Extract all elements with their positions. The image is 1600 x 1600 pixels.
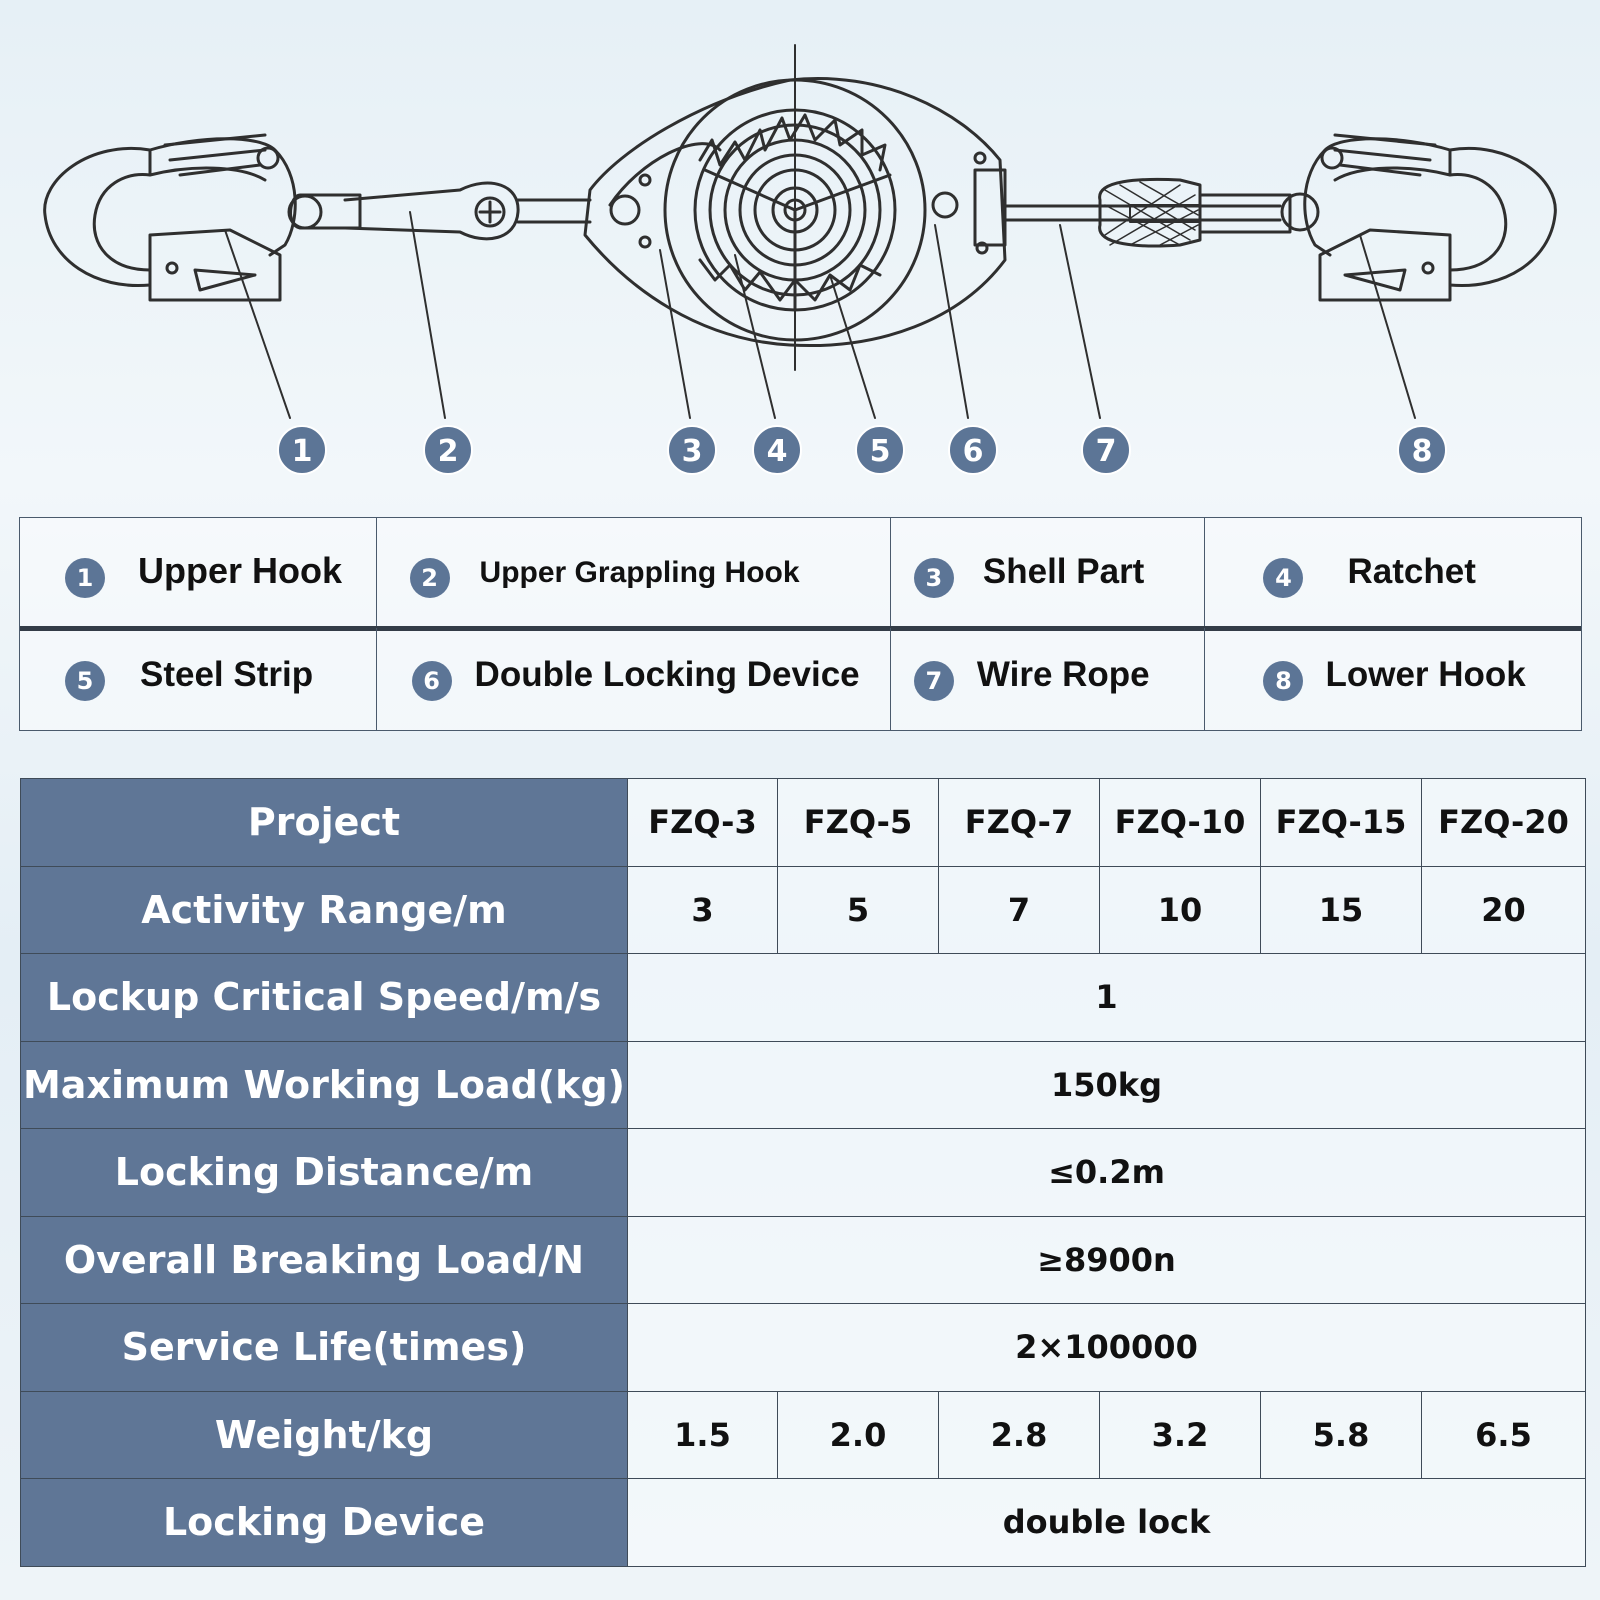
legend-label: Upper Grappling Hook [479,556,800,589]
number-badge: 1 [65,558,105,598]
callout-number: 6 [962,434,984,469]
table-header-row [21,779,1586,867]
table-cell: double lock [628,1479,1586,1567]
table-cell: 20 [1422,866,1586,954]
callout-8 [1398,426,1446,474]
table-cell: 1.5 [628,1391,778,1479]
callout-number: 8 [1411,434,1433,469]
table-cell: 7 [939,866,1100,954]
fall-arrester-diagram [0,0,1600,500]
legend-item-upper-hook [20,518,377,626]
table-cell: ≤0.2m [628,1129,1586,1217]
table-cell: 15 [1261,866,1422,954]
table-row-breaking-load [21,1216,1586,1304]
grappling-link-drawing [289,183,590,239]
parts-legend [19,517,1582,731]
legend-label: Steel Strip [140,655,314,694]
table-cell: 3 [628,866,778,954]
row-label: Activity Range/m [21,866,628,954]
legend-item-steel-strip [20,628,377,730]
table-row-lockup-speed [21,954,1586,1042]
callout-1 [278,426,326,474]
specification-table [20,778,1586,1567]
shell-drawing [585,45,1005,370]
model-header: FZQ-5 [778,779,939,867]
legend-item-upper-grappling-hook [377,518,891,626]
model-header: FZQ-7 [939,779,1100,867]
table-cell: 10 [1100,866,1261,954]
table-row-activity-range [21,866,1586,954]
table-cell: 2.8 [939,1391,1100,1479]
row-label: Weight/kg [21,1391,628,1479]
number-badge: 4 [1263,558,1303,598]
callout-5 [856,426,904,474]
row-label: Locking Distance/m [21,1129,628,1217]
callout-number: 4 [766,434,788,469]
model-header: FZQ-3 [628,779,778,867]
lower-hook-drawing [1282,135,1555,300]
number-badge: 7 [914,661,954,701]
callout-2 [424,426,472,474]
table-cell: 6.5 [1422,1391,1586,1479]
row-label: Locking Device [21,1479,628,1567]
legend-item-ratchet [1205,518,1581,626]
legend-item-shell-part [891,518,1206,626]
table-cell: 150kg [628,1041,1586,1129]
legend-item-wire-rope [891,628,1206,730]
table-cell: 5.8 [1261,1391,1422,1479]
table-cell: 2×100000 [628,1304,1586,1392]
table-cell: 1 [628,954,1586,1042]
table-cell: 5 [778,866,939,954]
callout-number: 2 [437,434,459,469]
callout-badges [278,426,1446,474]
legend-item-double-locking-device [377,628,891,730]
table-row-locking-distance [21,1129,1586,1217]
callout-number: 5 [869,434,891,469]
table-cell: 3.2 [1100,1391,1261,1479]
number-badge: 6 [412,661,452,701]
table-cell: 2.0 [778,1391,939,1479]
callout-4 [753,426,801,474]
legend-label: Upper Hook [138,550,343,591]
legend-label: Lower Hook [1325,655,1526,694]
table-row-service-life [21,1304,1586,1392]
callout-number: 3 [681,434,703,469]
legend-label: Ratchet [1347,552,1476,591]
row-label: Overall Breaking Load/N [21,1216,628,1304]
row-label: Maximum Working Load(kg) [21,1041,628,1129]
upper-hook-drawing [45,135,296,300]
callout-3 [668,426,716,474]
model-header: FZQ-20 [1422,779,1586,867]
number-badge: 2 [410,558,450,598]
callout-7 [1082,426,1130,474]
row-label: Service Life(times) [21,1304,628,1392]
model-header: FZQ-10 [1100,779,1261,867]
table-row-max-load [21,1041,1586,1129]
callout-number: 1 [291,434,313,469]
callout-number: 7 [1095,434,1117,469]
legend-label: Double Locking Device [474,655,860,694]
wire-rope-drawing [1005,179,1290,246]
table-cell: ≥8900n [628,1216,1586,1304]
project-header: Project [21,779,628,867]
table-row-weight [21,1391,1586,1479]
model-header: FZQ-15 [1261,779,1422,867]
legend-row [20,518,1581,631]
callout-6 [949,426,997,474]
legend-label: Wire Rope [976,655,1150,694]
table-row-locking-device [21,1479,1586,1567]
legend-item-lower-hook [1205,628,1581,730]
number-badge: 3 [914,558,954,598]
number-badge: 5 [65,661,105,701]
legend-label: Shell Part [982,552,1145,591]
number-badge: 8 [1263,661,1303,701]
legend-row [20,628,1581,730]
row-label: Lockup Critical Speed/m/s [21,954,628,1042]
